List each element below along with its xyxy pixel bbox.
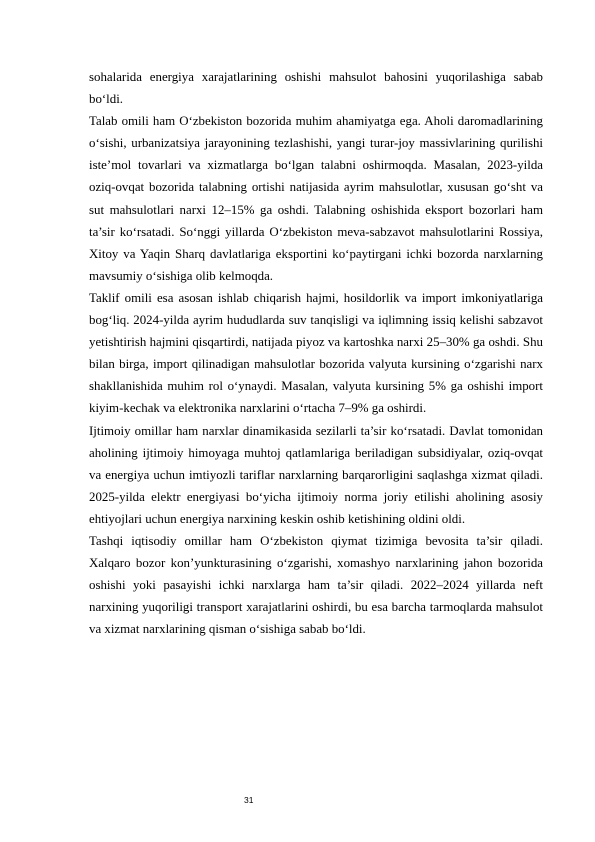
page-number: 31	[244, 795, 254, 805]
paragraph-social-factors: Ijtimoiy omillar ham narxlar dinamikasida sezilarli ta’sir ko‘rsatadi. Davlat tomonidan aholining ijtimoiy himoyaga muhtoj qatlamlariga beriladigan subsidiyalar, oziq-ovqat va energiya uchun imtiyozli tariflar narxlarning barqarorligini saqlashga xizmat qiladi. 2025-yilda elektr energiyasi bo‘yicha ijtimoiy norma joriy etilishi aholining asosiy ehtiyojlari uchun energiya narxining keskin oshib ketishining oldini oldi.	[89, 423, 543, 526]
paragraph-external-factors: Tashqi iqtisodiy omillar ham O‘zbekiston qiymat tizimiga bevosita ta’sir qiladi. Xalqaro bozor kon’yunkturasining o‘zgarishi, xomashyo narxlarining jahon bozorida oshishi yoki pasayishi ichki narxlarga ham ta’sir qiladi. 2022–2024 yillarda neft narxining yuqoriligi transport xarajatlarini oshirdi, bu esa barcha tarmoqlarda mahsulot va xizmat narxlarining qisman o‘sishiga sabab bo‘ldi.	[89, 533, 543, 637]
paragraph-supply-factor: Taklif omili esa asosan ishlab chiqarish hajmi, hosildorlik va import imkoniyatlariga bog‘liq. 2024-yilda ayrim hududlarda suv tanqisligi va iqlimning issiq kelishi sabzavot yetishtirish hajmini qisqartirdi, natijada piyoz va kartoshka narxi 25–30% ga oshdi. Shu bilan birga, import qilinadigan mahsulotlar bozorida valyuta kursining o‘zgarishi narx shakllanishida muhim rol o‘ynaydi. Masalan, valyuta kursining 5% ga oshishi import kiyim-kechak va elektronika narxlarini o‘rtacha 7–9% ga oshirdi.	[89, 290, 543, 416]
paragraph-demand-factor: Talab omili ham O‘zbekiston bozorida muhim ahamiyatga ega. Aholi daromadlarining o‘sishi, urbanizatsiya jarayonining tezlashishi, yangi turar-joy massivlarining qurilishi iste’mol tovarlari va xizmatlarga bo‘lgan talabni oshirmoqda. Masalan, 2023-yilda oziq-ovqat bozorida talabning ortishi natijasida ayrim mahsulotlar, xususan go‘sht va sut mahsulotlari narxi 12–15% ga oshdi. Talabning oshishida eksport bozorlari ham ta’sir ko‘rsatadi. So‘nggi yillarda O‘zbekiston meva-sabzavot mahsulotlarini Rossiya, Xitoy va Yaqin Sharq davlatlariga eksportini ko‘paytirgani ichki bozorda narxlarning mavsumiy o‘sishiga olib kelmoqda.	[89, 114, 543, 283]
body-text	[89, 66, 543, 640]
paragraph-continuation: sohalarida energiya xarajatlarining oshishi mahsulot bahosini yuqorilashiga sabab bo‘ldi.	[89, 70, 543, 107]
